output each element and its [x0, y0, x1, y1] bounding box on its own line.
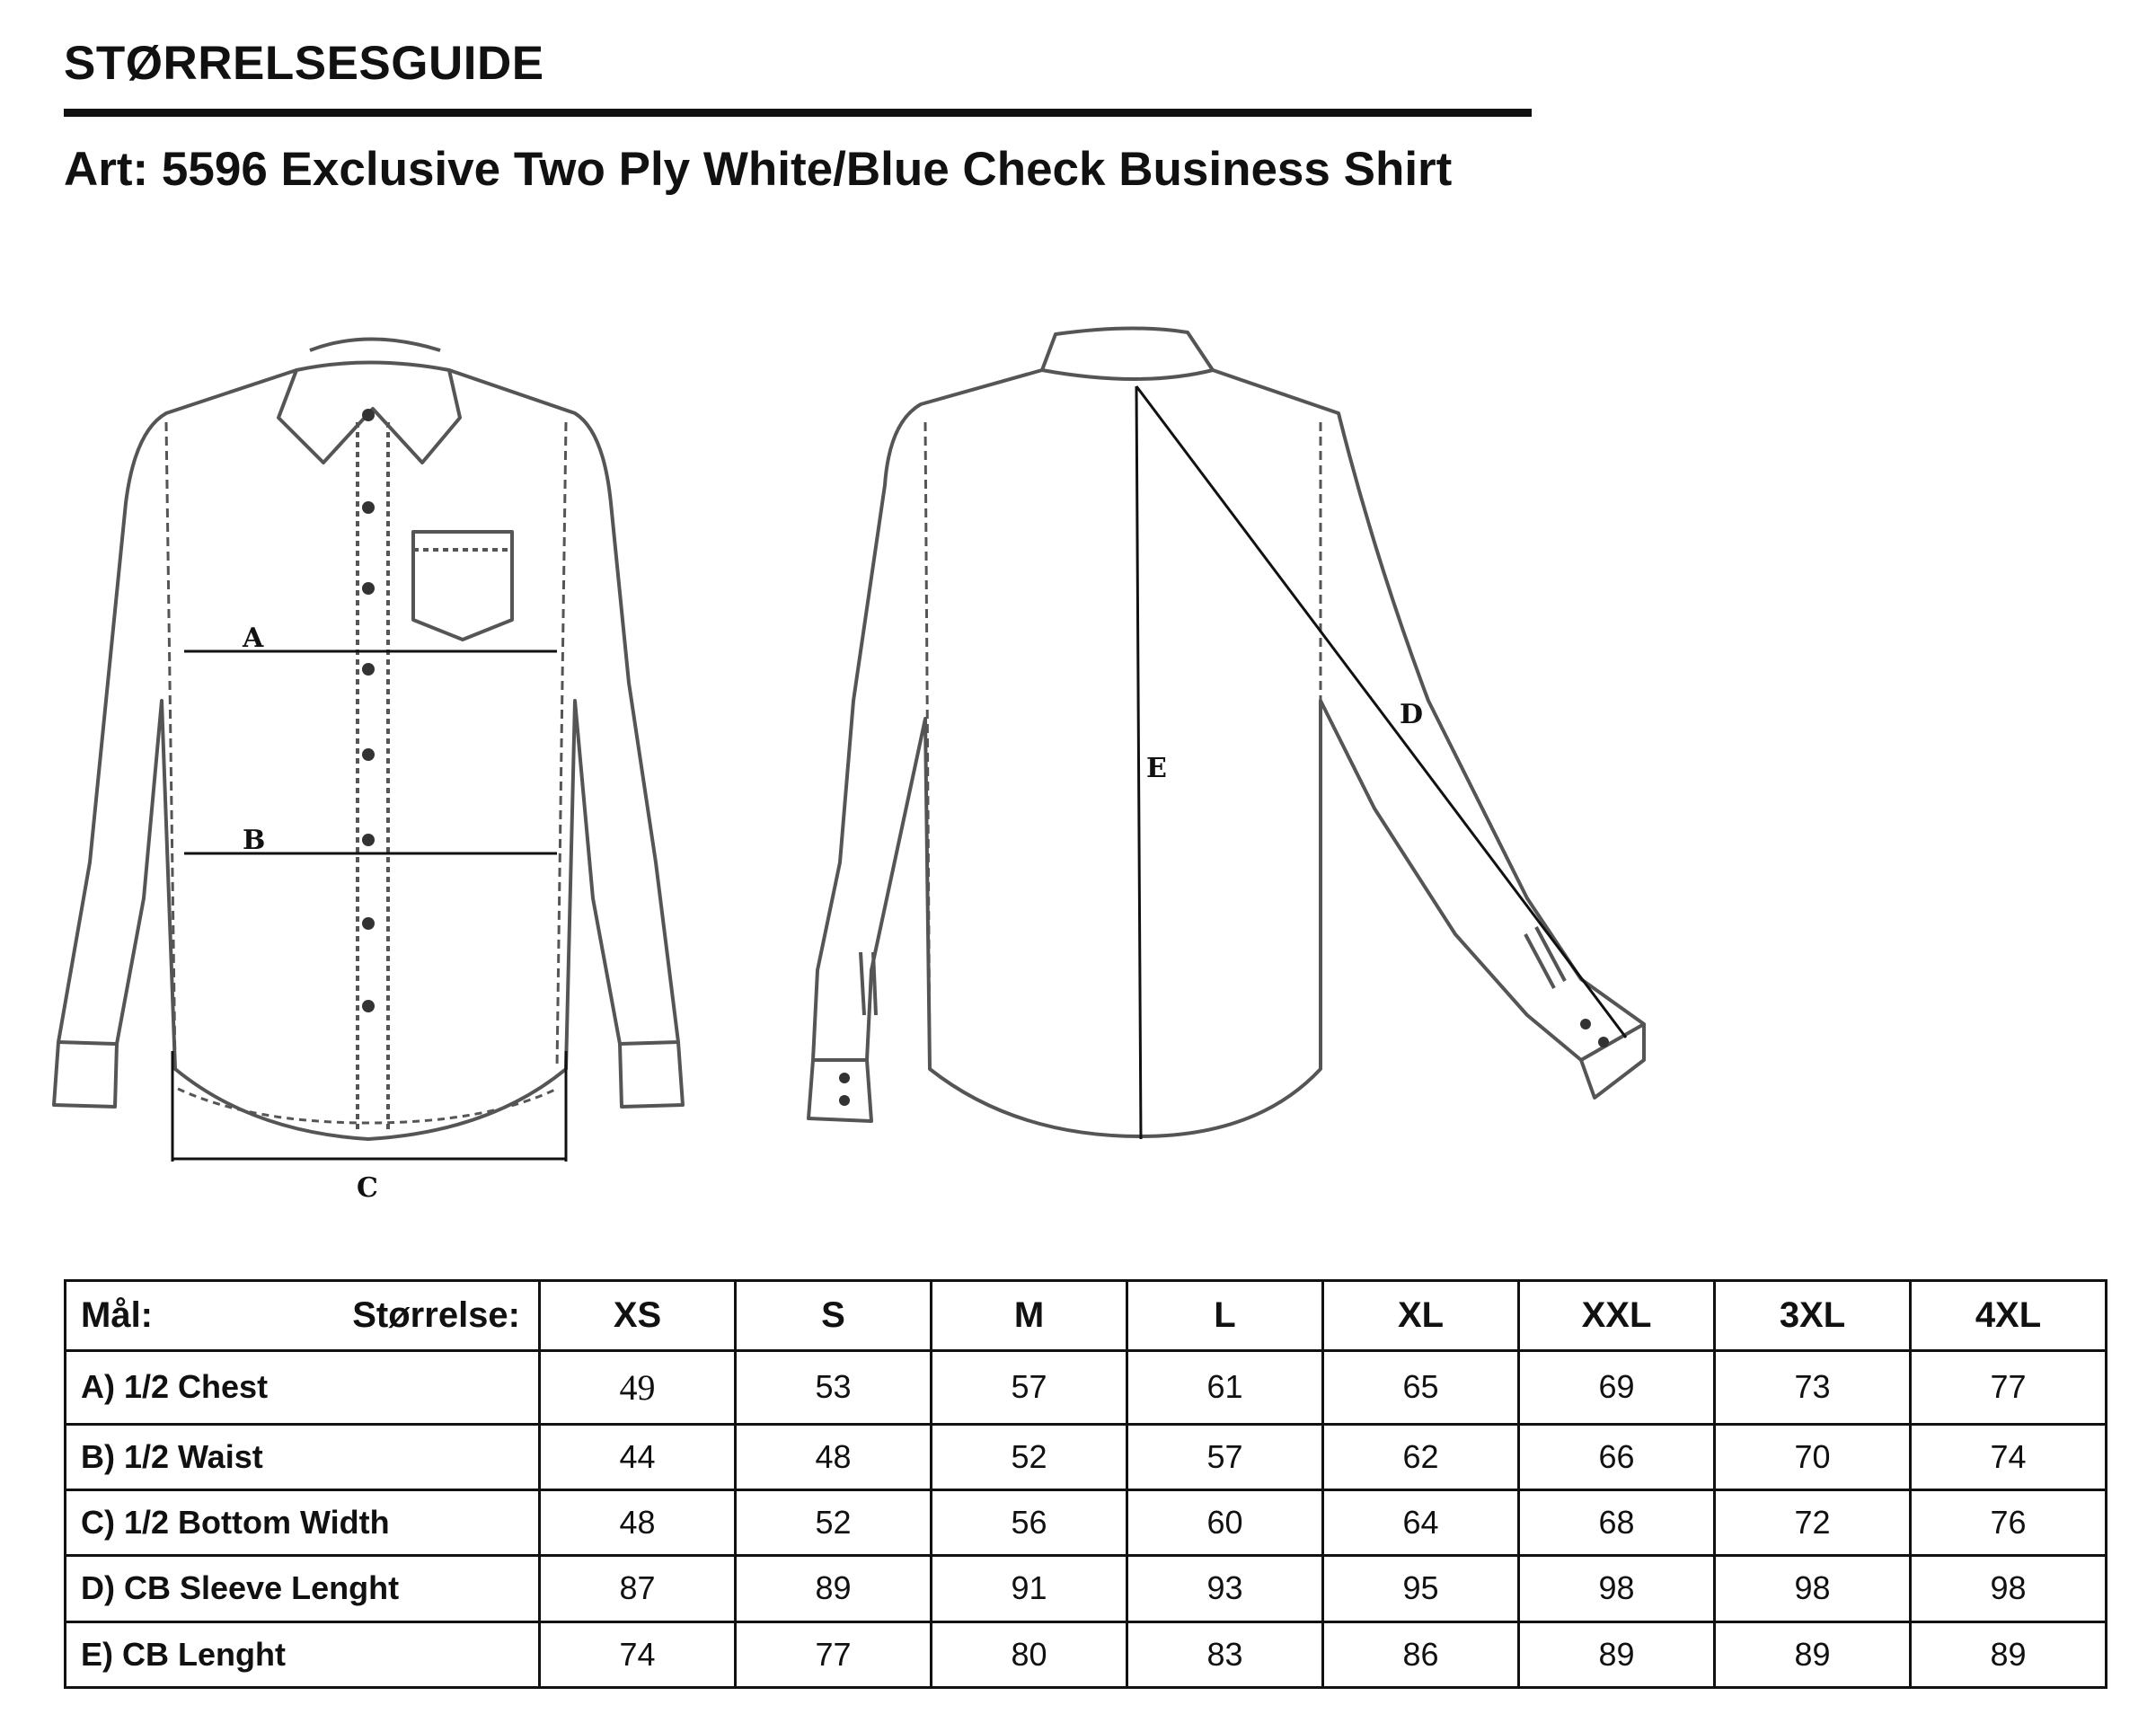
table-cell: 89	[1519, 1621, 1715, 1687]
table-cell: 64	[1323, 1489, 1519, 1555]
table-cell: 57	[932, 1351, 1127, 1424]
measure-label-c: C	[357, 1172, 378, 1204]
table-header-row	[66, 1281, 2107, 1351]
table-cell: 89	[1911, 1621, 2107, 1687]
table-cell: 98	[1911, 1556, 2107, 1621]
table-row	[66, 1489, 2107, 1555]
article-title: Art: 5596 Exclusive Two Ply White/Blue Check Business Shirt	[64, 143, 1453, 196]
table-cell: 66	[1519, 1424, 1715, 1489]
back-cuff-buttons	[839, 1019, 1609, 1106]
table-cell: 60	[1127, 1489, 1323, 1555]
back-measure-lines	[1136, 386, 1626, 1139]
table-cell: 89	[1715, 1621, 1911, 1687]
table-cell: 86	[1323, 1621, 1519, 1687]
table-cell: 93	[1127, 1556, 1323, 1621]
table-cell: 49	[540, 1351, 736, 1424]
size-column-xl: XL	[1323, 1281, 1519, 1351]
table-cell: 56	[932, 1489, 1127, 1555]
table-cell: 89	[736, 1556, 932, 1621]
table-row	[66, 1351, 2107, 1424]
table-cell: 95	[1323, 1556, 1519, 1621]
table-cell: 44	[540, 1424, 736, 1489]
size-table	[64, 1279, 2107, 1689]
size-column-3xl: 3XL	[1715, 1281, 1911, 1351]
row-label: A) 1/2 Chest	[66, 1351, 540, 1424]
size-header: Størrelse:	[352, 1295, 520, 1336]
size-column-xxl: XXL	[1519, 1281, 1715, 1351]
table-cell: 87	[540, 1556, 736, 1621]
table-row	[66, 1621, 2107, 1687]
table-cell: 91	[932, 1556, 1127, 1621]
table-cell: 62	[1323, 1424, 1519, 1489]
table-row	[66, 1424, 2107, 1489]
row-label: E) CB Lenght	[66, 1621, 540, 1687]
size-column-m: M	[932, 1281, 1127, 1351]
shirt-illustration	[0, 287, 2156, 1222]
table-row	[66, 1556, 2107, 1621]
table-cell: 80	[932, 1621, 1127, 1687]
row-label: B) 1/2 Waist	[66, 1424, 540, 1489]
table-cell: 73	[1715, 1351, 1911, 1424]
row-label: C) 1/2 Bottom Width	[66, 1489, 540, 1555]
front-measure-lines	[172, 651, 566, 1162]
measure-label-d: D	[1400, 699, 1424, 730]
table-cell: 77	[736, 1621, 932, 1687]
size-column-l: L	[1127, 1281, 1323, 1351]
table-cell: 98	[1715, 1556, 1911, 1621]
measure-header: Mål:	[81, 1295, 153, 1336]
back-shirt-drawing	[808, 328, 1644, 1136]
size-column-xs: XS	[540, 1281, 736, 1351]
table-cell: 74	[540, 1621, 736, 1687]
table-cell: 76	[1911, 1489, 2107, 1555]
table-cell: 69	[1519, 1351, 1715, 1424]
measure-label-e: E	[1146, 753, 1167, 784]
row-label: D) CB Sleeve Lenght	[66, 1556, 540, 1621]
table-cell: 53	[736, 1351, 932, 1424]
table-cell: 74	[1911, 1424, 2107, 1489]
measure-label-b: B	[243, 825, 266, 856]
front-shirt-drawing	[54, 340, 683, 1140]
table-cell: 72	[1715, 1489, 1911, 1555]
front-buttons	[362, 409, 375, 1012]
table-cell: 48	[540, 1489, 736, 1555]
table-cell: 52	[736, 1489, 932, 1555]
table-cell: 70	[1715, 1424, 1911, 1489]
table-cell: 65	[1323, 1351, 1519, 1424]
size-column-s: S	[736, 1281, 932, 1351]
table-corner-cell	[66, 1281, 540, 1351]
table-cell: 57	[1127, 1424, 1323, 1489]
table-cell: 83	[1127, 1621, 1323, 1687]
table-cell: 61	[1127, 1351, 1323, 1424]
measure-label-a: A	[243, 623, 264, 654]
table-cell: 98	[1519, 1556, 1715, 1621]
size-column-4xl: 4XL	[1911, 1281, 2107, 1351]
table-cell: 48	[736, 1424, 932, 1489]
table-cell: 77	[1911, 1351, 2107, 1424]
table-cell: 52	[932, 1424, 1127, 1489]
title-divider	[64, 109, 1532, 117]
page-title: STØRRELSESGUIDE	[64, 37, 544, 90]
table-cell: 68	[1519, 1489, 1715, 1555]
